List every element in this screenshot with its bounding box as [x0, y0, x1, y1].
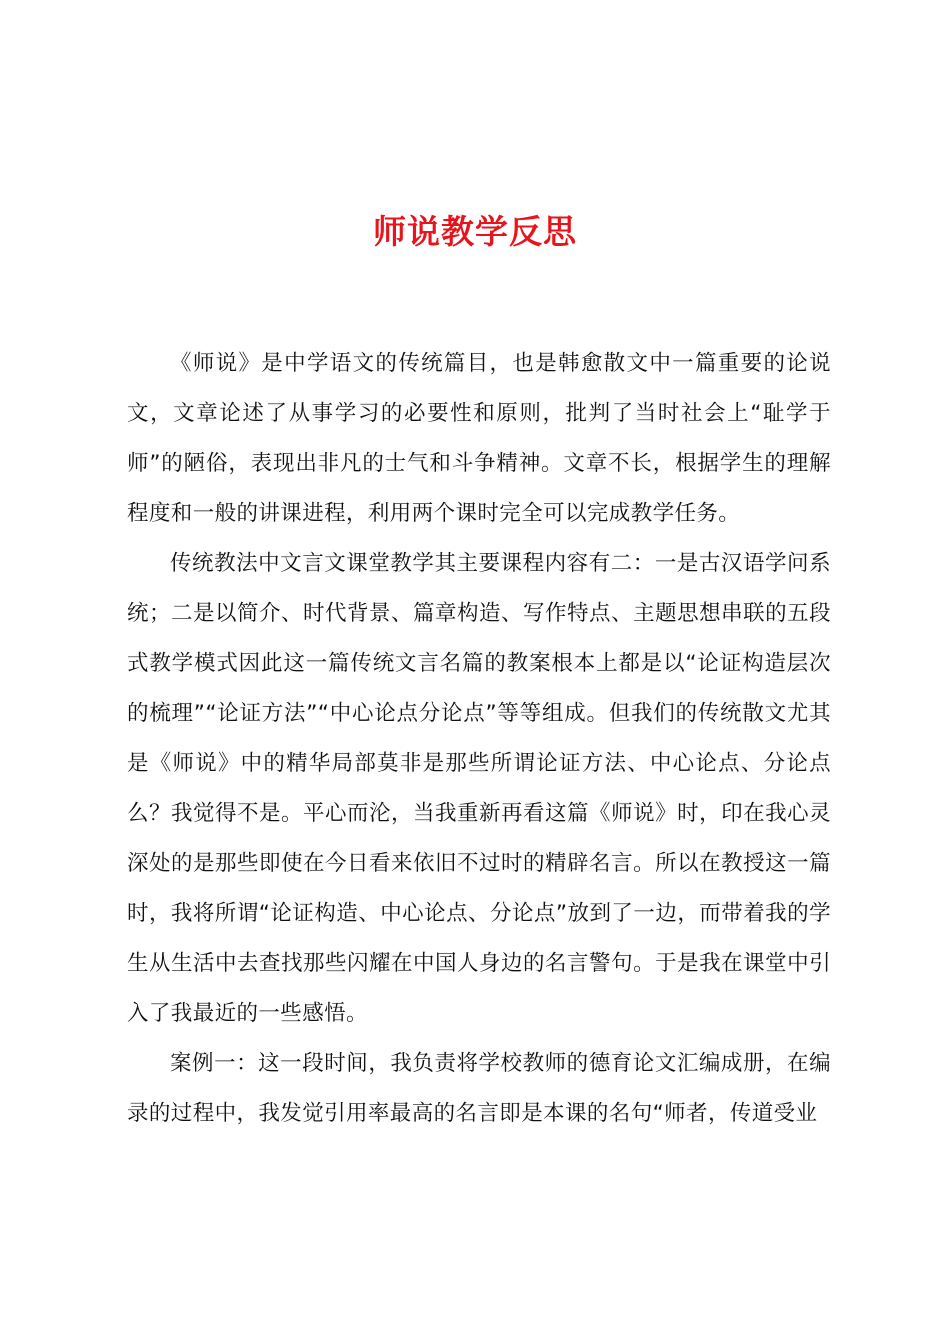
document-title: 师说教学反思 — [373, 212, 577, 251]
paragraph-1: 《师说》是中学语文的传统篇目，也是韩愈散文中一篇重要的论说文，文章论述了从事学习的必要性和原则，批判了当时社会上“耻学于师”的陋俗，表现出非凡的士气和斗争精神。文章不长，根据学生的理解程度和一般的讲课进程，利用两个课时完全可以完成教学任务。 — [127, 351, 831, 526]
paragraph-3: 案例一：这一段时间，我负责将学校教师的德育论文汇编成册，在编录的过程中，我发觉引用率最高的名言即是本课的名句“师者，传道受业 — [127, 1051, 831, 1126]
paragraph-2: 传统教法中文言文课堂教学其主要课程内容有二：一是古汉语学问系统；二是以简介、时代背景、篇章构造、写作特点、主题思想串联的五段式教学模式因此这一篇传统文言名篇的教案根本上都是以“论证构造层次的梳理”“论证方法”“中心论点分论点”等等组成。但我们的传统散文尤其是《师说》中的精华局部莫非是那些所谓论证方法、中心论点、分论点么？我觉得不是。平心而沦，当我重新再看这篇《师说》时，印在我心灵深处的是那些即使在今日看来依旧不过时的精辟名言。所以在教授这一篇时，我将所谓“论证构造、中心论点、分论点”放到了一边，而带着我的学生从生活中去查找那些闪耀在中国人身边的名言警句。于是我在课堂中引入了我最近的一些感悟。 — [127, 551, 831, 1026]
document-body — [127, 339, 831, 1139]
